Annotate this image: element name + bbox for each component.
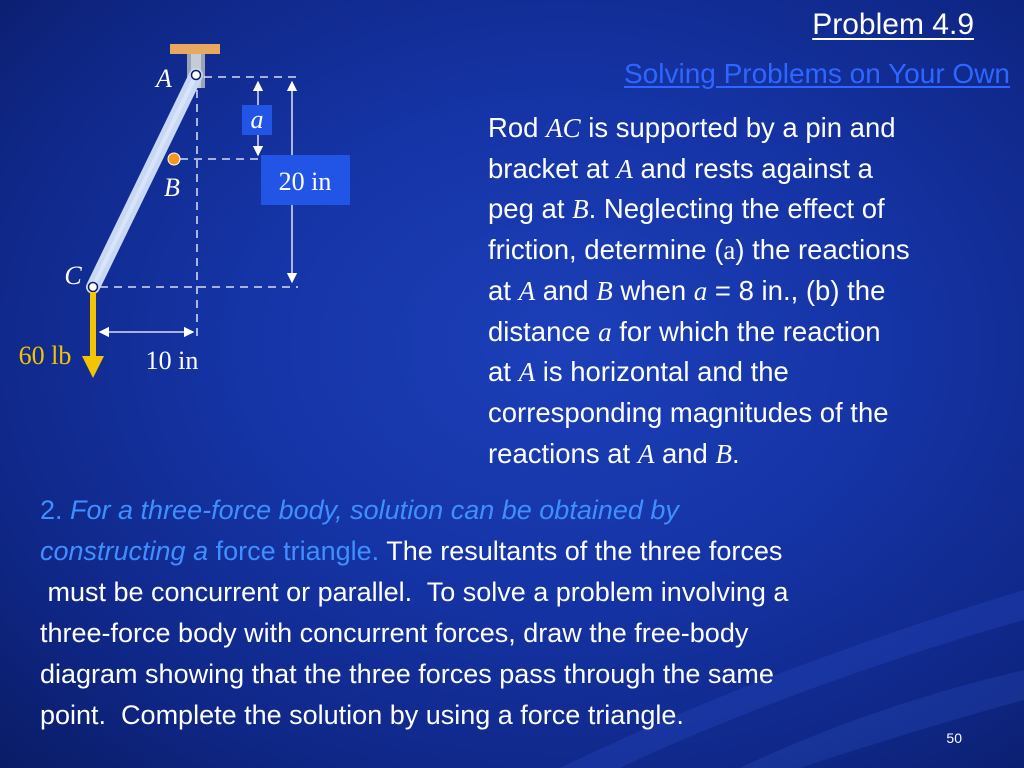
problem-line bbox=[488, 108, 1018, 149]
tip-line-segment: For a three-force body, solution can be obtained by bbox=[70, 495, 679, 525]
load-label: 60 lb bbox=[18, 341, 72, 370]
problem-line-segment: for which the reaction bbox=[611, 315, 881, 347]
problem-line-segment: friction, determine ( bbox=[488, 234, 724, 266]
problem-line-segment: reactions at bbox=[488, 437, 638, 469]
solution-tip bbox=[40, 490, 1015, 736]
problem-line bbox=[488, 393, 1018, 434]
tip-line-segment: diagram showing that the three forces pass through the same bbox=[40, 659, 774, 689]
problem-line-segment: is supported by a pin and bbox=[580, 112, 896, 143]
problem-line bbox=[488, 149, 1018, 190]
tip-line-segment: force triangle. bbox=[215, 536, 380, 566]
problem-line-segment: . Neglecting the effect of bbox=[588, 193, 885, 225]
problem-line-segment: A bbox=[518, 275, 536, 306]
tip-line bbox=[40, 490, 1015, 531]
problem-line-segment: a bbox=[598, 316, 612, 347]
problem-line-segment: . bbox=[731, 437, 740, 469]
problem-line-segment: B bbox=[715, 438, 732, 469]
slide-title: Problem 4.9 bbox=[812, 8, 974, 41]
subtitle-link[interactable]: Solving Problems on Your Own bbox=[624, 58, 1010, 89]
problem-line-segment: is horizontal and the bbox=[535, 356, 789, 388]
tip-line-segment: point. Complete the solution by using a force triangle. bbox=[40, 700, 684, 730]
problem-line-segment: distance bbox=[488, 315, 599, 347]
problem-line-segment: = 8 in., (b) the bbox=[707, 274, 886, 306]
label-point-c: C bbox=[64, 261, 82, 290]
label-a-dim: a bbox=[250, 105, 264, 134]
tip-line bbox=[40, 654, 1015, 695]
problem-line-segment: and bbox=[654, 437, 716, 469]
problem-line-segment: corresponding magnitudes of the bbox=[488, 396, 889, 428]
problem-line-segment: A bbox=[637, 438, 655, 469]
tip-line-segment: three-force body with concurrent forces, draw the free-body bbox=[40, 618, 749, 648]
tip-line bbox=[40, 531, 1015, 572]
rod-diagram bbox=[0, 0, 480, 400]
peg-b bbox=[168, 153, 180, 165]
label-point-a: A bbox=[156, 64, 172, 93]
problem-line bbox=[488, 189, 1018, 230]
problem-line-segment: B bbox=[572, 194, 589, 225]
problem-line-segment: a bbox=[723, 235, 736, 266]
problem-line-segment: at bbox=[488, 356, 519, 388]
problem-line-segment: when bbox=[612, 274, 694, 306]
tip-line-segment: constructing a bbox=[40, 536, 216, 566]
load-arrow bbox=[82, 292, 104, 378]
pin-a bbox=[192, 71, 201, 80]
problem-line bbox=[488, 352, 1018, 393]
tip-line bbox=[40, 572, 1015, 613]
problem-statement bbox=[488, 108, 1018, 474]
problem-line bbox=[488, 312, 1018, 353]
problem-line-segment: a bbox=[693, 275, 708, 306]
tip-line-segment: 2. bbox=[40, 495, 71, 525]
problem-line-segment: B bbox=[596, 275, 613, 306]
pin-c bbox=[89, 283, 98, 292]
problem-line-segment: Rod bbox=[488, 112, 547, 143]
problem-line bbox=[488, 230, 1018, 271]
tip-line bbox=[40, 695, 1015, 736]
tip-line-segment: The resultants of the three forces bbox=[379, 536, 783, 566]
label-point-b: B bbox=[164, 173, 180, 202]
problem-line-segment: and bbox=[535, 274, 597, 306]
tip-line-segment: must be concurrent or parallel. To solve a problem involving a bbox=[40, 577, 789, 607]
problem-line-segment: ) the reactions bbox=[735, 234, 910, 266]
problem-line-segment: and rests against a bbox=[632, 152, 873, 184]
problem-line-segment: peg at bbox=[488, 193, 573, 225]
problem-line-segment: AC bbox=[546, 113, 581, 143]
problem-line bbox=[488, 271, 1018, 312]
dim-20in-label: 20 in bbox=[278, 167, 332, 196]
tip-line bbox=[40, 613, 1015, 654]
problem-line bbox=[488, 434, 1018, 475]
problem-line-segment: A bbox=[616, 153, 633, 184]
problem-line-segment: at bbox=[488, 274, 519, 306]
dim-10in-label: 10 in bbox=[145, 346, 199, 375]
problem-line-segment: A bbox=[518, 357, 536, 388]
problem-line-segment: bracket at bbox=[488, 152, 617, 184]
page-number: 50 bbox=[946, 730, 962, 746]
